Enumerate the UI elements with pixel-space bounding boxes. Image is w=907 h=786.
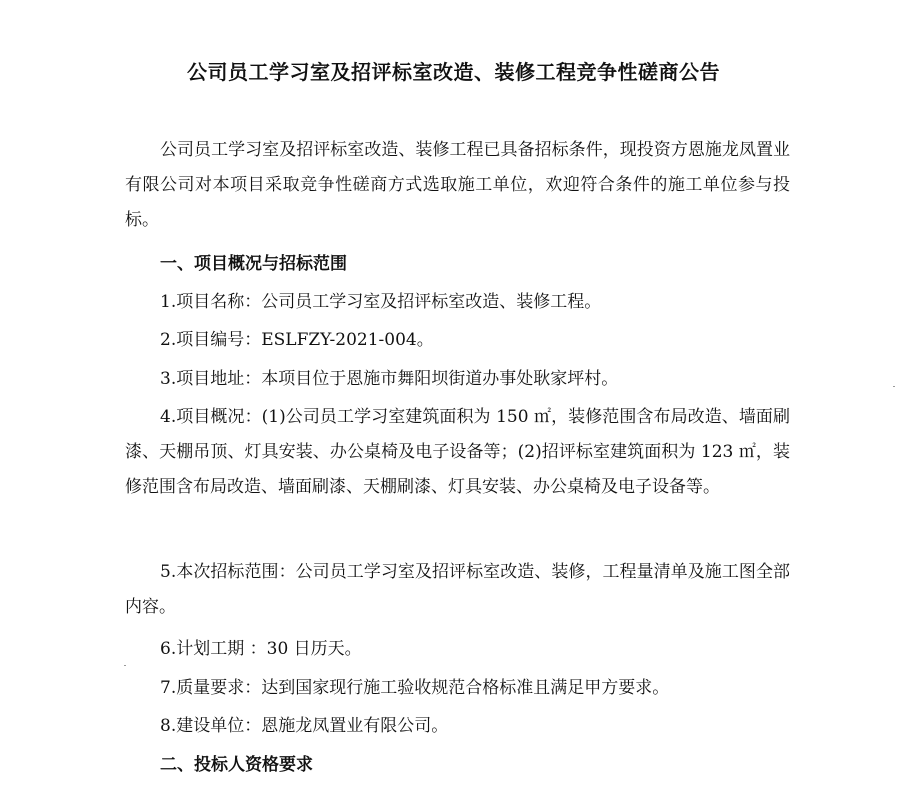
item-project-number: 2.项目编号：ESLFZY-2021-004。: [160, 330, 434, 350]
section-heading-bidder-qualification: 二、投标人资格要求: [160, 755, 313, 775]
item-construction-period: 6.计划工期 ：30 日历天。: [160, 639, 362, 659]
section-heading-project-overview: 一、项目概况与招标范围: [160, 254, 347, 274]
item-project-name: 1.项目名称：公司员工学习室及招评标室改造、装修工程。: [160, 292, 602, 312]
intro-paragraph: 公司员工学习室及招评标室改造、装修工程已具备招标条件，现投资方恩施龙凤置业有限公司对本项目采取竞争性磋商方式选取施工单位，欢迎符合条件的施工单位参与投标。: [125, 140, 790, 230]
item-quality-requirement: 7.质量要求：达到国家现行施工验收规范合格标准且满足甲方要求。: [160, 678, 670, 698]
item-construction-unit: 8.建设单位：恩施龙凤置业有限公司。: [160, 716, 449, 736]
item-tender-scope: 5.本次招标范围：公司员工学习室及招评标室改造、装修，工程量清单及施工图全部内容。: [125, 562, 790, 617]
scan-speck: [124, 665, 126, 666]
item-project-address: 3.项目地址：本项目位于恩施市舞阳坝街道办事处耿家坪村。: [160, 369, 619, 389]
scan-speck: [893, 386, 895, 387]
document-title: 公司员工学习室及招评标室改造、装修工程竞争性磋商公告: [187, 60, 720, 84]
item-project-overview: 4.项目概况：(1)公司员工学习室建筑面积为 150 ㎡，装修范围含布局改造、墙面刷漆、天棚吊顶、灯具安装、办公桌椅及电子设备等；(2)招评标室建筑面积为 123 ㎡，装修范围含布局改造、墙面刷漆、天棚刷漆、灯具安装、办公桌椅及电子设备等。: [125, 407, 790, 497]
